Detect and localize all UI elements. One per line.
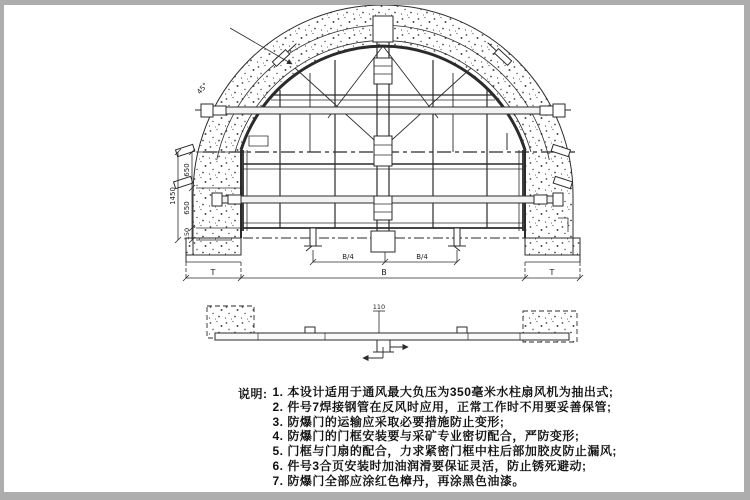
footing-left <box>186 238 241 262</box>
hinge-left <box>304 228 322 251</box>
note-line-4: 4. 防爆门的门框安装要与采矿专业密切配合，严防变形; <box>272 429 580 444</box>
notes-label: 说明: <box>238 387 268 401</box>
frame-bottom <box>0 492 750 500</box>
center-column <box>371 16 395 252</box>
front-view <box>174 5 580 262</box>
note-line-2: 2. 件号7焊接钢管在反风时应用，正常工作时不用要妥善保管; <box>272 399 612 414</box>
hinge-knuckle-left <box>305 327 315 333</box>
dim-lower-segment: 650 <box>183 201 191 215</box>
note-line-7: 7. 防爆门全部应涂红色樟丹，再涂黑色油漆。 <box>272 473 525 488</box>
section-door-plate <box>215 327 569 340</box>
dim-height-total: 1450 <box>169 187 177 205</box>
dim-quarter-left: B/4 <box>342 253 354 261</box>
dim-quarter-right: B/4 <box>416 253 428 261</box>
section-center-post <box>373 340 394 352</box>
frame-right <box>744 0 750 500</box>
frame-left <box>0 0 4 500</box>
dim-wall-left: T <box>210 268 216 277</box>
hinge-right <box>448 228 466 251</box>
note-line-1: 1. 本设计适用于通风最大负压为350毫米水柱扇风机为抽出式; <box>272 385 614 399</box>
notes-block <box>238 385 617 489</box>
dim-upper-segment: 650 <box>183 163 191 177</box>
note-line-5: 5. 门框与门扇的配合，力求紧密门框中柱后部加胶皮防止漏风; <box>272 444 617 459</box>
svg-text:110: 110 <box>372 303 386 311</box>
note-line-3: 3. 防爆门的运输应采取必要措施防止变形; <box>272 414 505 429</box>
dim-sill: 150 <box>183 227 191 241</box>
section-view <box>207 303 577 358</box>
hinge-knuckle-right <box>457 327 467 333</box>
note-line-6: 6. 件号3合页安装时加油润滑要保证灵活，防止锈死避动; <box>272 458 587 473</box>
dim-wall-right: T <box>549 268 555 277</box>
dim-width: B <box>381 268 387 277</box>
frame-top <box>0 0 750 5</box>
dim-angle: 45° <box>195 81 210 96</box>
section-dim-110 <box>373 303 385 333</box>
